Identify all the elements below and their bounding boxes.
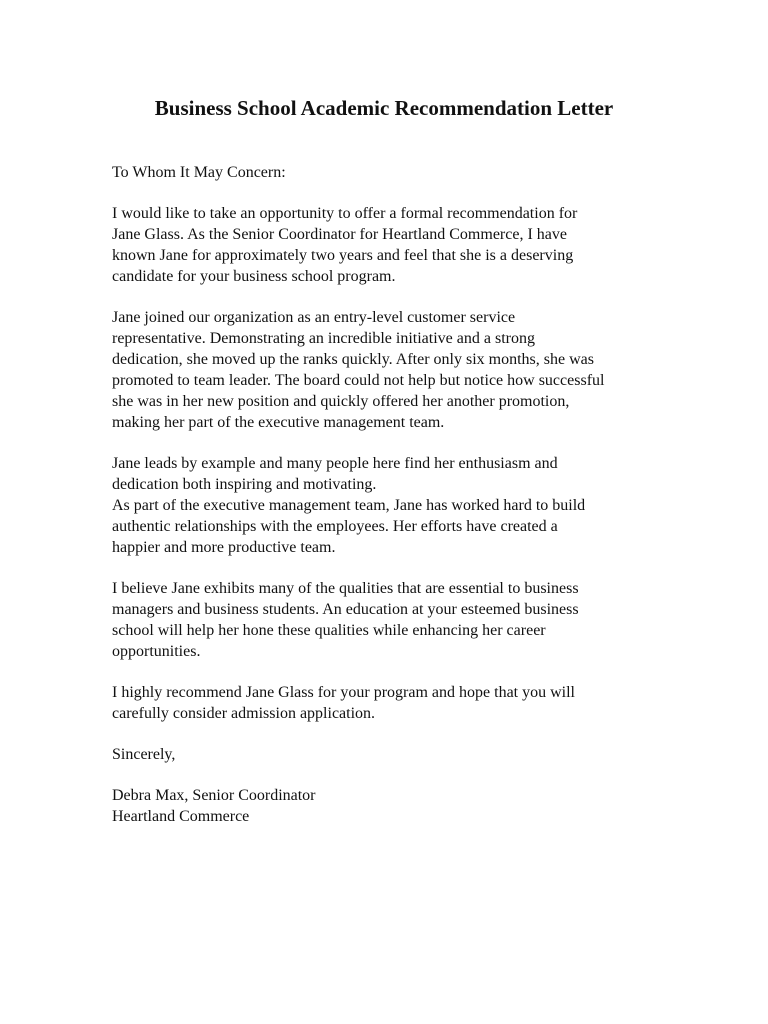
letter-body: [112, 162, 672, 827]
paragraph-leadership: [112, 453, 672, 558]
paragraph-line: making her part of the executive management team.: [112, 414, 445, 431]
paragraph-line: I would like to take an opportunity to offer a formal recommendation for: [112, 205, 578, 222]
paragraph-line: Jane leads by example and many people here find her enthusiasm and: [112, 455, 558, 472]
paragraph-recommendation: [112, 682, 672, 724]
salutation: To Whom It May Concern:: [112, 164, 286, 181]
paragraph-line: I believe Jane exhibits many of the qualities that are essential to business: [112, 580, 579, 597]
paragraph-line: Jane joined our organization as an entry-level customer service: [112, 309, 516, 326]
paragraph-qualities: [112, 578, 672, 662]
paragraph-intro: [112, 203, 672, 287]
signature-block: [112, 785, 672, 827]
paragraph-line: As part of the executive management team, Jane has worked hard to build: [112, 497, 586, 514]
letter-title: Business School Academic Recommendation Letter: [154, 96, 614, 120]
paragraph-line: dedication, she moved up the ranks quickly. After only six months, she was: [112, 351, 594, 368]
signature-organization: Heartland Commerce: [112, 808, 250, 825]
paragraph-line: dedication both inspiring and motivating.: [112, 476, 377, 493]
paragraph-line: known Jane for approximately two years and feel that she is a deserving: [112, 247, 574, 264]
paragraph-line: carefully consider admission application.: [112, 705, 376, 722]
paragraph-career: [112, 307, 672, 433]
paragraph-line: representative. Demonstrating an incredible initiative and a strong: [112, 330, 535, 347]
paragraph-line: school will help her hone these qualities while enhancing her career: [112, 622, 546, 639]
closing: Sincerely,: [112, 746, 176, 763]
paragraph-line: managers and business students. An education at your esteemed business: [112, 601, 579, 618]
paragraph-line: she was in her new position and quickly offered her another promotion,: [112, 393, 570, 410]
paragraph-line: authentic relationships with the employees. Her efforts have created a: [112, 518, 558, 535]
paragraph-line: Jane Glass. As the Senior Coordinator for Heartland Commerce, I have: [112, 226, 567, 243]
paragraph-line: candidate for your business school program.: [112, 268, 396, 285]
signature-name-title: Debra Max, Senior Coordinator: [112, 787, 316, 804]
paragraph-line: opportunities.: [112, 643, 201, 660]
paragraph-line: promoted to team leader. The board could not help but notice how successful: [112, 372, 605, 389]
paragraph-line: I highly recommend Jane Glass for your program and hope that you will: [112, 684, 575, 701]
paragraph-line: happier and more productive team.: [112, 539, 336, 556]
